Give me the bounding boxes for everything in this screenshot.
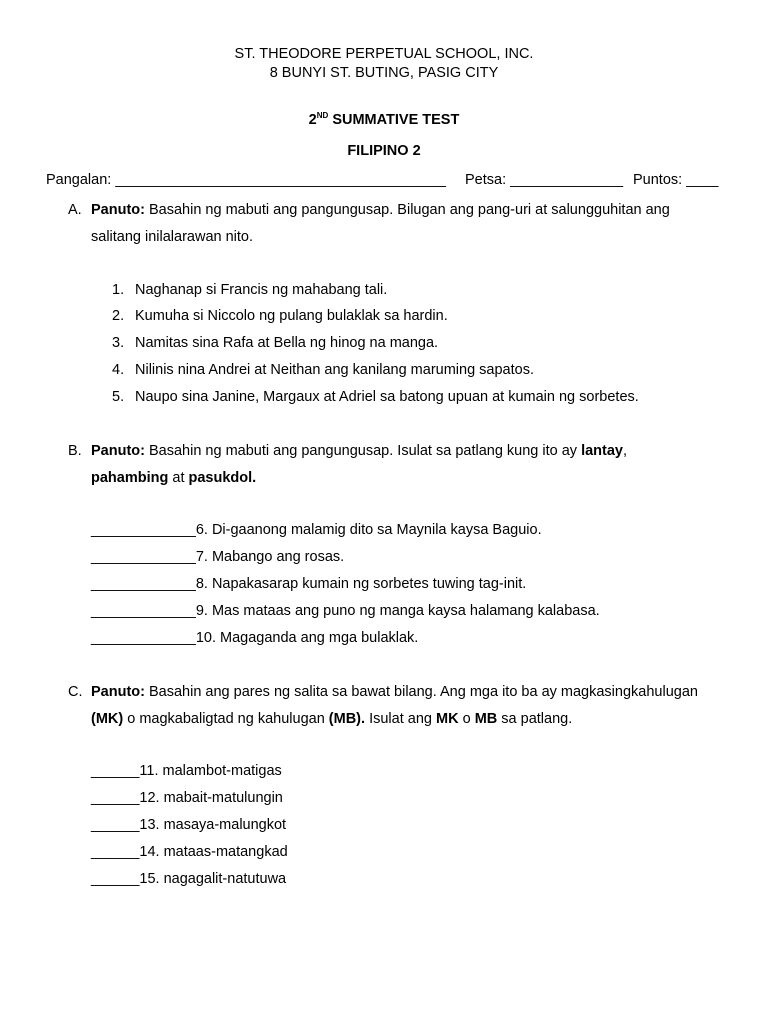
list-item[interactable]: _____________8. Napakasarap kumain ng sorbetes tuwing tag-init. — [91, 576, 527, 592]
item-number: 2. — [112, 308, 125, 324]
section-c-text1: Basahin ang pares ng salita sa bawat bilang. Ang mga ito ba ay magkasingkahulugan — [149, 684, 698, 700]
text: sa patlang. — [501, 711, 573, 727]
list-item[interactable]: ______12. mabait-matulungin — [91, 790, 283, 806]
subject-title: FILIPINO 2 — [347, 143, 421, 159]
list-item[interactable]: ______11. malambot-matigas — [91, 763, 282, 779]
comma: , — [623, 443, 628, 459]
section-a-instruction-line2: salitang inilalarawan nito. — [91, 229, 254, 245]
word-at: at — [172, 470, 185, 486]
score-field[interactable]: Puntos: ____ — [633, 172, 719, 188]
list-item[interactable]: ______14. mataas-matangkad — [91, 844, 288, 860]
item-text: Nilinis nina Andrei at Neithan ang kanilang maruming sapatos. — [135, 362, 534, 378]
section-b-instruction-line2 — [91, 470, 256, 486]
text: Isulat ang — [369, 711, 432, 727]
term-mb-paren: (MB). — [328, 711, 366, 727]
term-mk: MK — [436, 711, 459, 727]
date-field[interactable]: Petsa: ______________ — [465, 172, 624, 188]
item-text: Naghanap si Francis ng mahabang tali. — [135, 282, 388, 298]
section-b-text1: Basahin ng mabuti ang pangungusap. Isulat sa patlang kung ito ay — [149, 443, 578, 459]
school-address: 8 BUNYI ST. BUTING, PASIG CITY — [269, 65, 499, 81]
section-a-text1: Basahin ng mabuti ang pangungusap. Bilugan ang pang-uri at salungguhitan ang — [149, 202, 670, 218]
term-pahambing: pahambing — [91, 470, 169, 486]
section-c-instruction-line1 — [91, 684, 698, 700]
list-item[interactable]: _____________7. Mabango ang rosas. — [91, 549, 345, 565]
section-b-letter: B. — [68, 443, 82, 459]
name-field[interactable]: Pangalan: _________________________________________ — [46, 172, 446, 188]
section-b-panuto: Panuto: — [91, 443, 145, 459]
test-title-text: SUMMATIVE TEST — [332, 112, 460, 128]
section-c-instruction-line2 — [91, 711, 572, 727]
term-pasukdol: pasukdol. — [188, 470, 257, 486]
section-a-panuto: Panuto: — [91, 202, 145, 218]
school-name: ST. THEODORE PERPETUAL SCHOOL, INC. — [234, 46, 534, 62]
section-c-panuto: Panuto: — [91, 684, 145, 700]
list-item[interactable]: ______13. masaya-malungkot — [91, 817, 287, 833]
list-item[interactable]: _____________9. Mas mataas ang puno ng manga kaysa halamang kalabasa. — [91, 603, 600, 619]
text: o magkabaligtad ng kahulugan — [127, 711, 325, 727]
section-a-instruction-line1 — [91, 202, 670, 218]
item-text: Naupo sina Janine, Margaux at Adriel sa batong upuan at kumain ng sorbetes. — [135, 389, 639, 405]
list-item[interactable]: ______15. nagagalit-natutuwa — [91, 871, 287, 887]
test-number: 2 — [308, 112, 317, 128]
section-a-letter: A. — [68, 202, 82, 218]
term-lantay: lantay — [581, 443, 624, 459]
test-title — [0, 112, 768, 128]
list-item[interactable]: _____________6. Di-gaanong malamig dito sa Maynila kaysa Baguio. — [91, 522, 542, 538]
item-text: Kumuha si Niccolo ng pulang bulaklak sa hardin. — [135, 308, 448, 324]
section-b-instruction-line1 — [91, 443, 627, 459]
term-mb: MB — [474, 711, 498, 727]
item-text: Namitas sina Rafa at Bella ng hinog na manga. — [135, 335, 439, 351]
item-number: 3. — [112, 335, 125, 351]
item-number: 1. — [112, 282, 125, 298]
item-number: 5. — [112, 389, 125, 405]
list-item[interactable]: _____________10. Magaganda ang mga bulaklak. — [91, 630, 419, 646]
section-c-letter: C. — [68, 684, 83, 700]
term-mk-paren: (MK) — [91, 711, 124, 727]
item-number: 4. — [112, 362, 125, 378]
text: o — [462, 711, 471, 727]
test-number-suffix: ND — [316, 111, 329, 121]
